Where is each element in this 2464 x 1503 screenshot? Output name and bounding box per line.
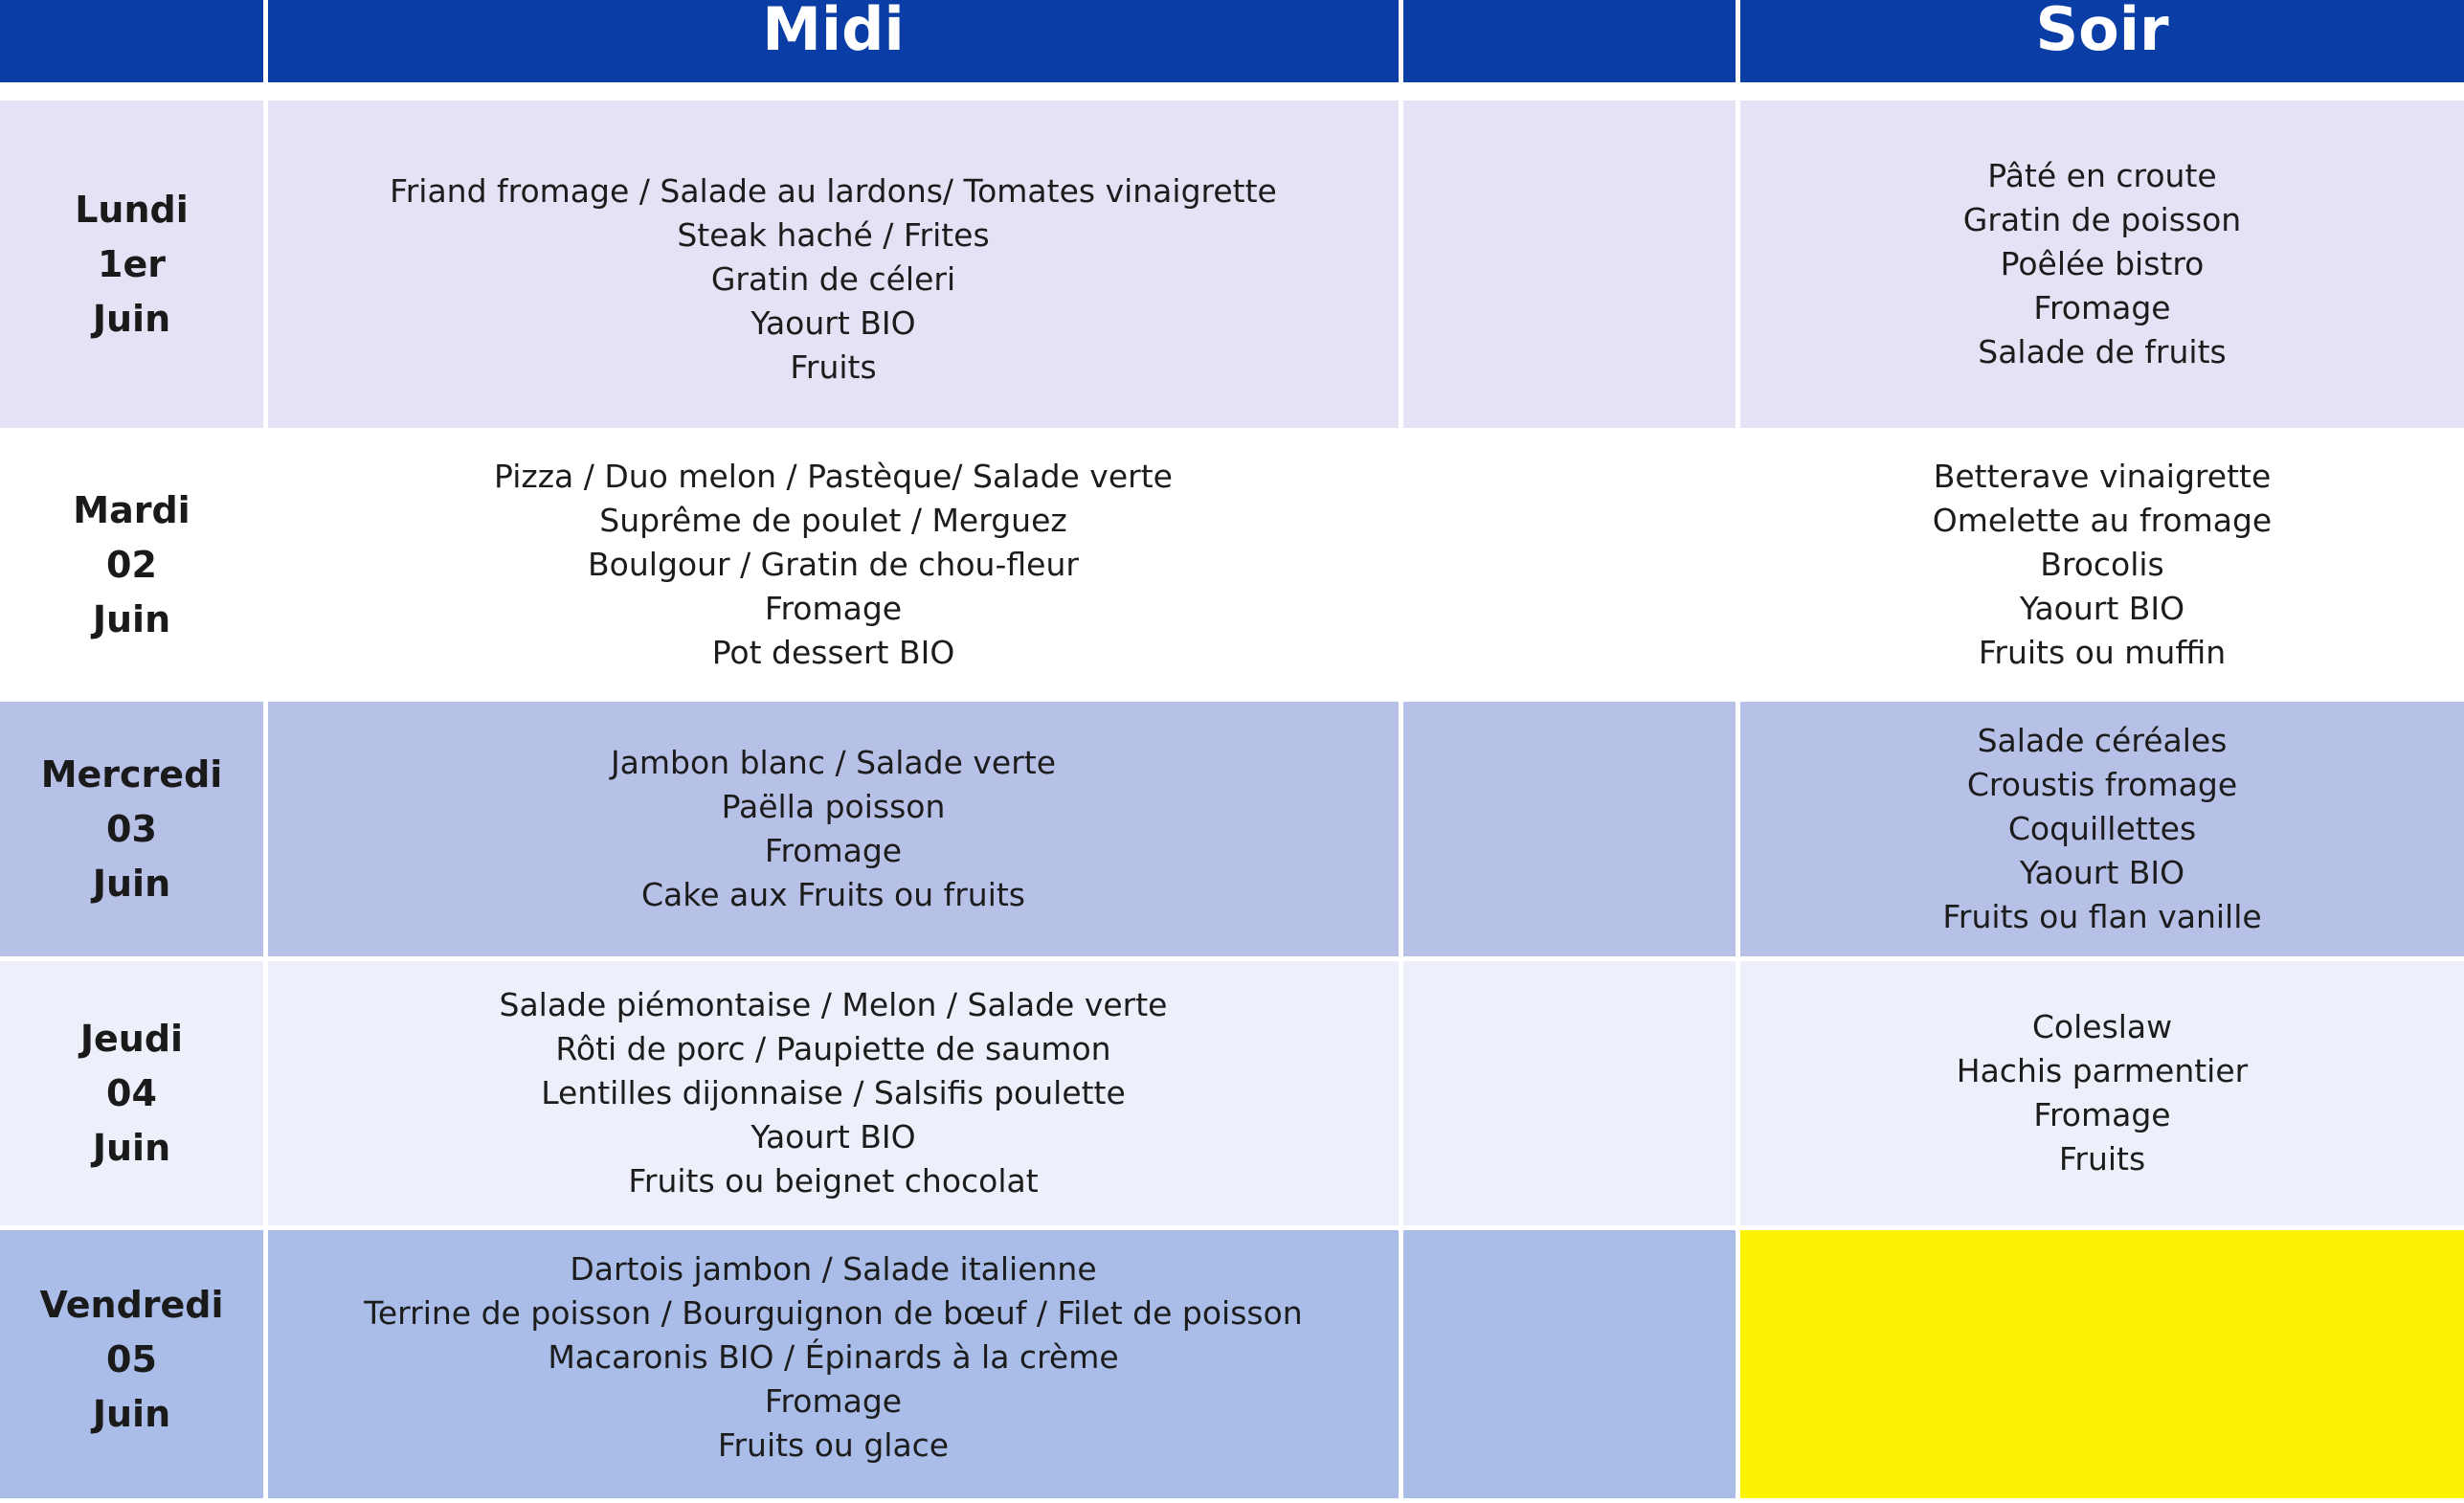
day-number: 1er	[98, 242, 166, 285]
menu-item: Hachis parmentier	[1956, 1052, 2249, 1089]
menu-item: Steak haché / Frites	[677, 216, 990, 254]
menu-item: Fruits ou muffin	[1978, 634, 2227, 671]
day-name: Mardi	[73, 488, 190, 531]
menu-item: Pot dessert BIO	[711, 634, 955, 671]
day-month: Juin	[92, 1393, 171, 1435]
menu-item: Gratin de céleri	[710, 260, 956, 298]
day-cell	[0, 1230, 268, 1503]
table-row	[0, 702, 2464, 961]
midi-cell	[268, 961, 1403, 1230]
menu-item: Fruits	[2058, 1140, 2146, 1178]
menu-item: Terrine de poisson / Bourguignon de bœuf / Filet de poisson	[364, 1294, 1303, 1332]
menu-item: Pâté en croute	[1987, 157, 2217, 194]
midi-cell	[268, 702, 1403, 961]
table-row	[0, 101, 2464, 433]
menu-item: Croustis fromage	[1966, 766, 2238, 803]
menu-item: Omelette au fromage	[1932, 502, 2273, 539]
day-name: Vendredi	[39, 1284, 224, 1326]
empty-cell	[1403, 961, 1740, 1230]
soir-cell	[1740, 433, 2464, 702]
day-number: 05	[106, 1338, 157, 1380]
menu-item: Salade céréales	[1977, 722, 2228, 759]
menu-item: Betterave vinaigrette	[1933, 458, 2272, 495]
menu-item: Fromage	[764, 1382, 903, 1420]
menu-item: Fruits	[790, 348, 877, 386]
day-cell	[0, 101, 268, 433]
menu-item: Macaronis BIO / Épinards à la crème	[548, 1338, 1119, 1376]
day-cell	[0, 433, 268, 702]
menu-item: Yaourt BIO	[2019, 854, 2185, 891]
day-month: Juin	[92, 297, 171, 340]
header-day-column	[0, 0, 268, 82]
day-number: 03	[106, 807, 157, 850]
menu-item: Fromage	[2033, 289, 2171, 326]
menu-item: Gratin de poisson	[1962, 201, 2242, 238]
soir-cell	[1740, 702, 2464, 961]
day-month: Juin	[92, 597, 171, 640]
empty-cell	[1403, 1230, 1740, 1503]
empty-cell	[1403, 101, 1740, 433]
menu-item: Pizza / Duo melon / Pastèque/ Salade verte	[494, 458, 1173, 495]
header-soir: Soir	[1740, 0, 2464, 82]
menu-item: Fruits ou glace	[717, 1426, 950, 1464]
table-row	[0, 1230, 2464, 1503]
menu-item: Dartois jambon / Salade italienne	[570, 1250, 1097, 1288]
day-name: Jeudi	[79, 1017, 184, 1060]
header-row	[0, 0, 2464, 82]
empty-cell	[1403, 702, 1740, 961]
day-month: Juin	[92, 1126, 171, 1169]
menu-item: Rôti de porc / Paupiette de saumon	[555, 1030, 1111, 1067]
header-midi: Midi	[268, 0, 1403, 82]
menu-item: Cake aux Fruits ou fruits	[641, 876, 1025, 913]
day-number: 02	[106, 543, 157, 586]
menu-item: Yaourt BIO	[750, 1118, 916, 1155]
menu-item: Poêlée bistro	[2000, 245, 2205, 282]
header-spacer	[0, 82, 2464, 101]
menu-item: Friand fromage / Salade au lardons/ Tomates vinaigrette	[390, 172, 1277, 210]
table-row	[0, 433, 2464, 702]
menu-item: Jambon blanc / Salade verte	[610, 744, 1057, 781]
midi-cell	[268, 101, 1403, 433]
menu-item: Fromage	[764, 832, 903, 869]
header-middle-column	[1403, 0, 1740, 82]
table-row	[0, 961, 2464, 1230]
midi-cell	[268, 433, 1403, 702]
menu-item: Boulgour / Gratin de chou-fleur	[588, 546, 1079, 583]
menu-item: Yaourt BIO	[2019, 590, 2185, 627]
menu-item: Coquillettes	[2007, 810, 2197, 847]
menu-item: Yaourt BIO	[750, 304, 916, 342]
menu-item: Salade de fruits	[1978, 333, 2227, 370]
menu-item: Suprême de poulet / Merguez	[599, 502, 1067, 539]
empty-cell	[1403, 433, 1740, 702]
menu-item: Fromage	[2033, 1096, 2171, 1133]
soir-cell	[1740, 961, 2464, 1230]
menu-item: Paëlla poisson	[721, 788, 946, 825]
menu-item: Lentilles dijonnaise / Salsifis poulette	[541, 1074, 1126, 1111]
day-month: Juin	[92, 862, 171, 905]
day-name: Lundi	[75, 188, 189, 231]
soir-cell	[1740, 101, 2464, 433]
menu-item: Brocolis	[2040, 546, 2164, 583]
soir-cell-highlighted	[1740, 1230, 2464, 1503]
day-cell	[0, 961, 268, 1230]
day-cell	[0, 702, 268, 961]
menu-item: Fruits ou beignet chocolat	[628, 1162, 1039, 1200]
day-name: Mercredi	[40, 752, 223, 796]
menu-item: Fromage	[764, 590, 903, 627]
midi-cell	[268, 1230, 1403, 1503]
menu-item: Coleslaw	[2031, 1008, 2173, 1045]
menu-item: Salade piémontaise / Melon / Salade verte	[499, 986, 1168, 1023]
menu-item: Fruits ou flan vanille	[1942, 898, 2262, 935]
day-number: 04	[106, 1071, 157, 1114]
